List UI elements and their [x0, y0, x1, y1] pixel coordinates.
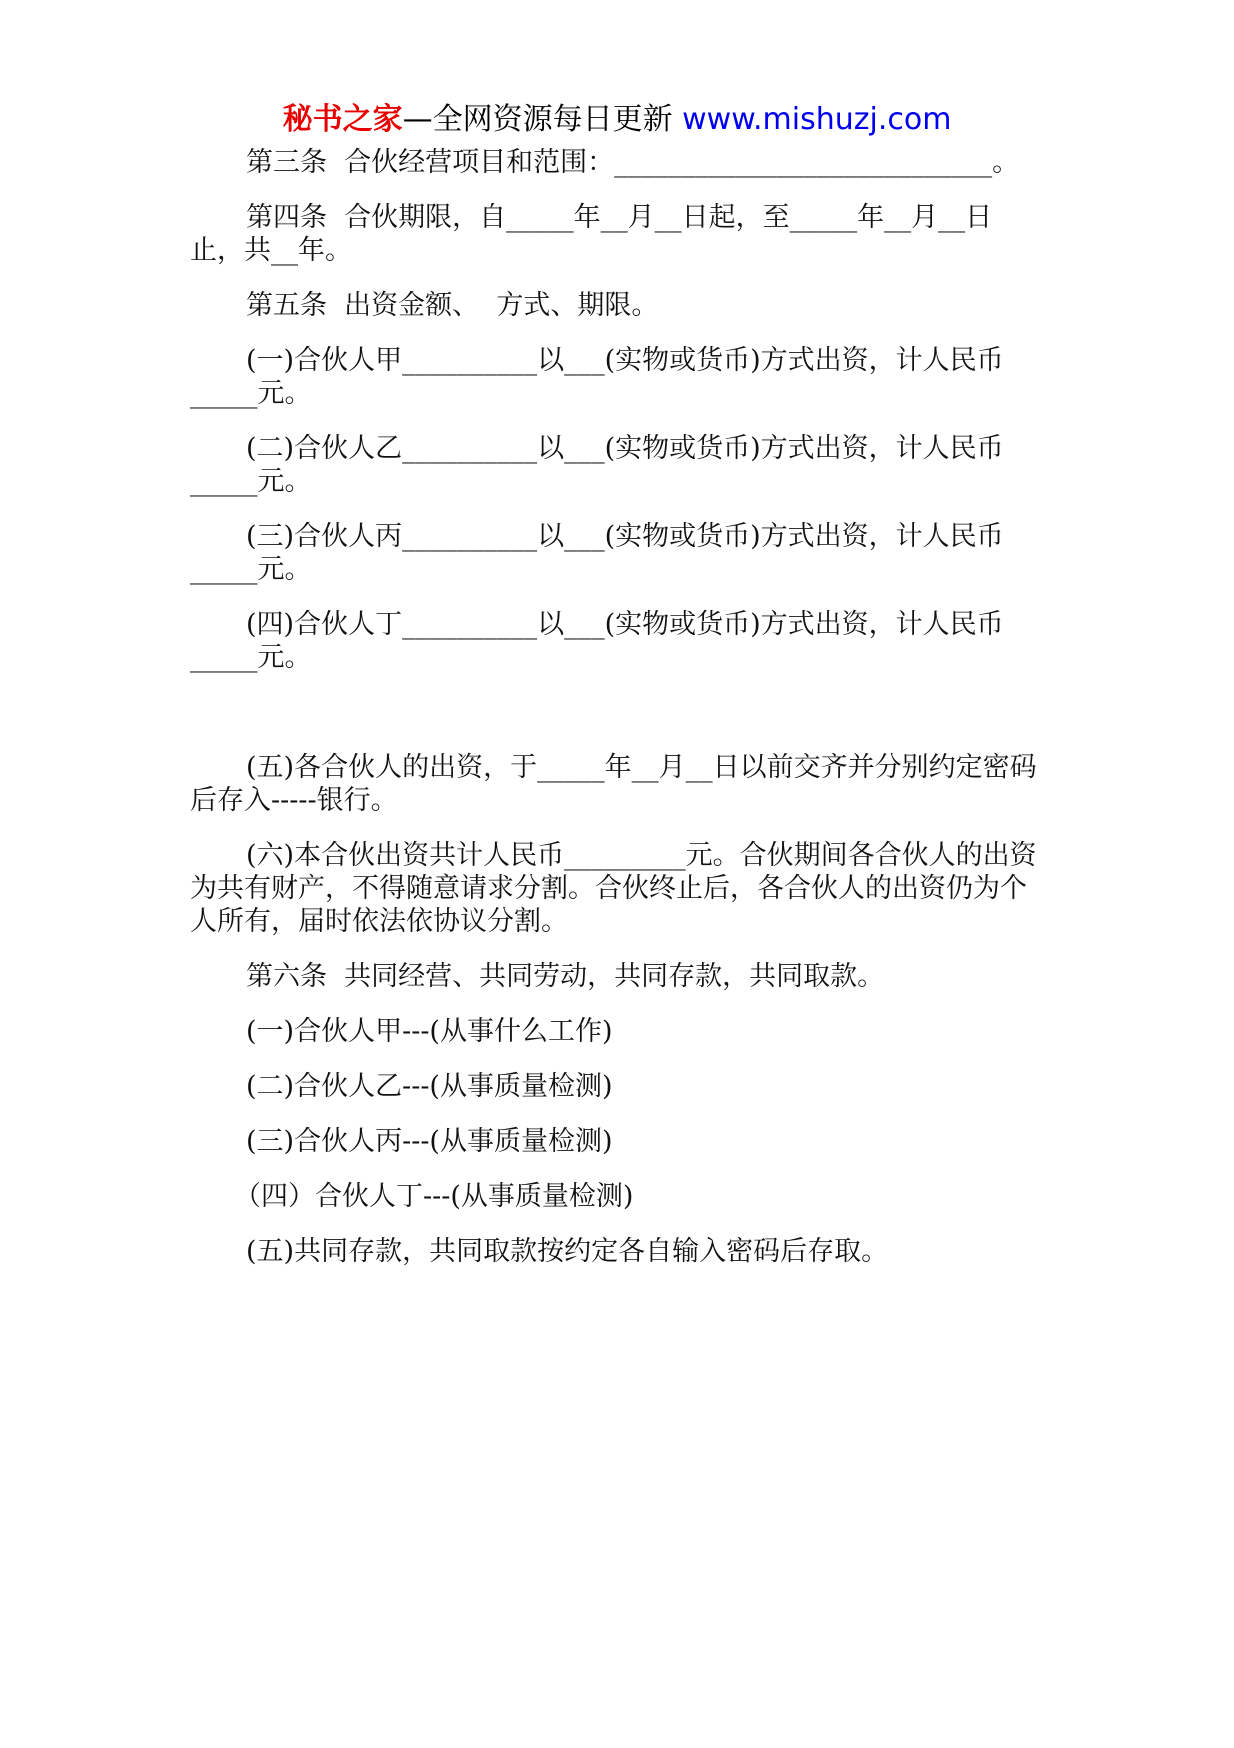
capital-partner-b: (二)合伙人乙__________以___(实物或货币)方式出资，计人民币_____元。	[190, 433, 1004, 497]
site-brand: 秘书之家	[282, 102, 403, 137]
duty-partner-c: (三)合伙人丙---(从事质量检测)	[246, 1126, 613, 1157]
site-url-link[interactable]: www.mishuzj.com	[682, 102, 952, 137]
capital-deadline: (五)各合伙人的出资，于_____年__月__日以前交齐并分别约定密码后存入-----银行。	[190, 752, 1037, 816]
joint-deposit-rule: (五)共同存款，共同取款按约定各自输入密码后存取。	[246, 1236, 889, 1267]
capital-total: (六)本合伙出资共计人民币_________元。合伙期间各合伙人的出资为共有财产，不得随意请求分割。合伙终止后，各合伙人的出资仍为个人所有，届时依法依协议分割。	[190, 840, 1037, 937]
site-header	[0, 100, 1234, 140]
document-body	[190, 146, 1040, 1268]
article-6-joint-operation: 第六条 共同经营、共同劳动，共同存款，共同取款。	[246, 961, 885, 992]
article-3-scope: 第三条 合伙经营项目和范围：____________________________。	[246, 147, 1020, 178]
site-tagline: —全网资源每日更新	[402, 102, 683, 137]
capital-partner-c: (三)合伙人丙__________以___(实物或货币)方式出资，计人民币_____元。	[190, 521, 1004, 585]
duty-partner-a: (一)合伙人甲---(从事什么工作)	[246, 1016, 613, 1047]
capital-partner-d: (四)合伙人丁__________以___(实物或货币)方式出资，计人民币_____元。	[190, 609, 1004, 673]
capital-partner-a: (一)合伙人甲__________以___(实物或货币)方式出资，计人民币_____元。	[190, 345, 1004, 409]
duty-partner-b: (二)合伙人乙---(从事质量检测)	[246, 1071, 613, 1102]
article-5-capital: 第五条 出资金额、 方式、期限。	[246, 290, 659, 321]
article-4-term: 第四条 合伙期限，自_____年__月__日起，至_____年__月__日止，共__年。	[190, 202, 993, 266]
duty-partner-d: （四）合伙人丁---(从事质量检测)	[234, 1181, 634, 1212]
